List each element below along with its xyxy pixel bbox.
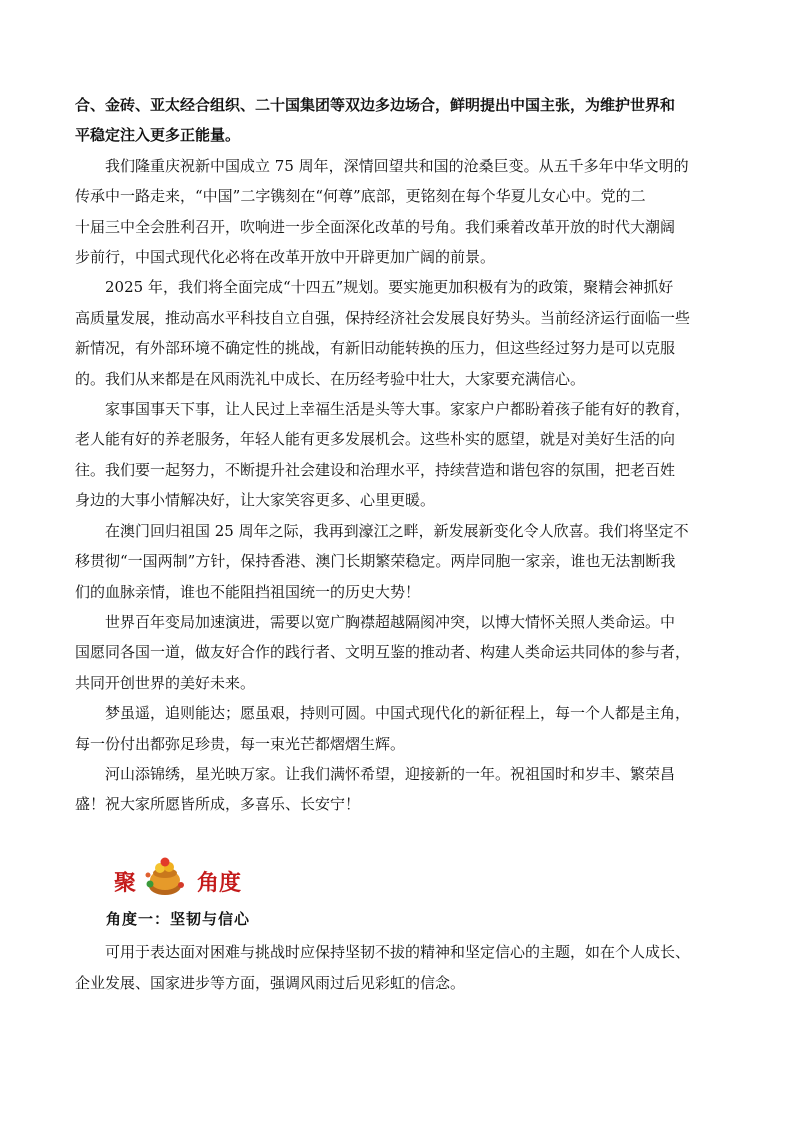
paragraph-line: 的。我们从来都是在风雨洗礼中成长、在历经考验中壮大，大家要充满信心。 (75, 369, 586, 388)
paragraph-line: 平稳定注入更多正能量。 (75, 126, 241, 145)
paragraph-line: 我们隆重庆祝新中国成立 75 周年，深情回望共和国的沧桑巨变。从五千多年中华文明的 (105, 156, 689, 175)
paragraph-line: 盛！祝大家所愿皆所成，多喜乐、长安宁！ (75, 795, 361, 814)
paragraph-line: 共同开创世界的美好未来。 (75, 673, 256, 692)
angle-title: 角度一：坚韧与信心 (106, 910, 251, 928)
paragraph-line: 河山添锦绣，星光映万家。让我们满怀希望，迎接新的一年。祝祖国时和岁丰、繁荣昌 (105, 764, 676, 783)
paragraph-line: 在澳门回归祖国 25 周年之际，我再到濠江之畔，新发展新变化令人欣喜。我们将坚定不 (105, 521, 689, 540)
paragraph-line: 世界百年变局加速演进，需要以宽广胸襟超越隔阂冲突，以博大情怀关照人类命运。中 (105, 612, 676, 631)
speech-body (75, 90, 723, 820)
paragraph-line: 十届三中全会胜利召开，吹响进一步全面深化改革的号角。我们乘着改革开放的时代大潮阔 (75, 217, 676, 236)
angle-line: 企业发展、国家进步等方面，强调风雨过后见彩虹的信念。 (75, 974, 466, 992)
paragraph-line: 传承中一路走来，“中国”二字镌刻在“何尊”底部，更铭刻在每个华夏儿女心中。党的二 (75, 187, 646, 206)
section-heading-title: 角度 (197, 871, 242, 896)
paragraph-line: 高质量发展，推动高水平科技自立自强，保持经济社会发展良好势头。当前经济运行面临一些 (75, 308, 691, 327)
paragraph-line: 家事国事天下事，让人民过上幸福生活是头等大事。家家户户都盼着孩子能有好的教育， (105, 400, 691, 419)
paragraph-line: 老人能有好的养老服务，年轻人能有更多发展机会。这些朴实的愿望，就是对美好生活的向 (75, 430, 676, 449)
paragraph-line: 每一份付出都弥足珍贵，每一束光芒都熠熠生辉。 (75, 734, 406, 753)
paragraph-line: 身边的大事小情解决好，让大家笑容更多、心里更暖。 (75, 491, 436, 510)
paragraph-line: 国愿同各国一道，做友好合作的践行者、文明互鉴的推动者、构建人类命运共同体的参与者， (75, 643, 691, 662)
paragraph-line: 步前行，中国式现代化必将在改革开放中开辟更加广阔的前景。 (75, 248, 496, 267)
paragraph-line: 2025 年，我们将全面完成“十四五”规划。要实施更加积极有为的政策，聚精会神抓好 (105, 278, 674, 297)
section-heading (114, 856, 254, 900)
paragraph-line: 们的血脉亲情，谁也不能阻挡祖国统一的历史大势！ (75, 582, 421, 601)
angle-line: 可用于表达面对困难与挑战时应保持坚韧不拔的精神和坚定信心的主题，如在个人成长、 (105, 943, 691, 961)
paragraph-line: 合、金砖、亚太经合组织、二十国集团等双边多边场合，鲜明提出中国主张，为维护世界和 (75, 96, 676, 114)
paragraph-line: 往。我们要一起努力，不断提升社会建设和治理水平，持续营造和谐包容的氛围，把老百姓 (75, 460, 676, 479)
paragraph-line: 梦虽遥，追则能达；愿虽艰，持则可圆。中国式现代化的新征程上，每一个人都是主角， (105, 704, 691, 723)
section-heading-left-char: 聚 (114, 871, 137, 896)
treasure-pot-icon (140, 848, 190, 898)
angle-description (75, 937, 723, 999)
paragraph-line: 移贯彻“一国两制”方针，保持香港、澳门长期繁荣稳定。两岸同胞一家亲，谁也无法割断我 (75, 552, 676, 571)
paragraph-line: 新情况，有外部环境不确定性的挑战，有新旧动能转换的压力，但这些经过努力是可以克服 (75, 339, 676, 358)
